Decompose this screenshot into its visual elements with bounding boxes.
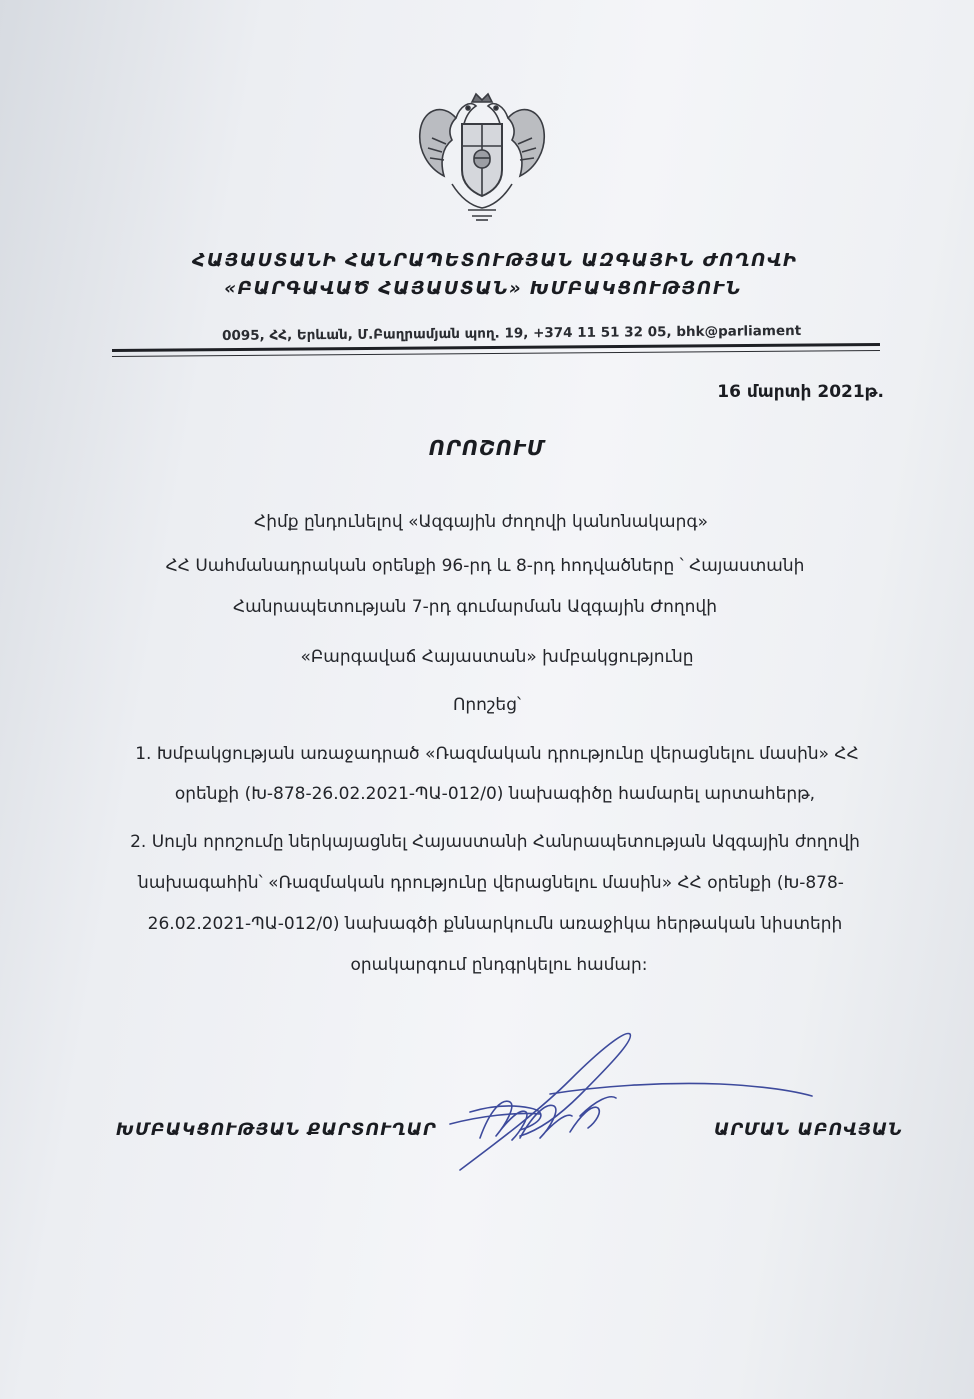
- decision-item-2-line: օրակարգում ընդգրկելու համար:: [350, 955, 648, 975]
- signatory-position: ԽՄԲԱԿՑՈՒԹՅԱՆ ՔԱՐՏՈՒՂԱՐ: [116, 1120, 437, 1140]
- org-name-line-2: «ԲԱՐԳԱՎԱԾ ՀԱՅԱՍՏԱՆ» ԽՄԲԱԿՑՈՒԹՅՈՒՆ: [224, 278, 742, 299]
- decision-item-1-line: 1. Խմբակցության առաջադրած «Ռազմական դրությունը վերացնելու մասին» ՀՀ: [135, 744, 859, 764]
- preamble-line: Հիմք ընդունելով «Ազգային ժողովի կանոնակարգ»: [254, 512, 708, 532]
- preamble-line: Հանրապետության 7-րդ գումարման Ազգային Ժողովի: [233, 597, 717, 617]
- handwritten-signature: [420, 1020, 820, 1180]
- document-date: 16 մարտի 2021թ.: [717, 382, 884, 402]
- decision-item-1-line: օրենքի (Խ-878-26.02.2021-ՊԱ-012/0) նախագիծը համարել արտահերթ,: [174, 784, 816, 804]
- decision-item-2-line: 26.02.2021-ՊԱ-012/0) նախագծի քննարկումն առաջիկա հերթական նիստերի: [147, 914, 843, 934]
- decision-item-2-line: 2. Սույն որոշումը ներկայացնել Հայաստանի Հանրապետության Ազգային ժողովի: [130, 832, 860, 852]
- decision-item-2-line: նախագահին՝ «Ռազմական դրությունը վերացնելու մասին» ՀՀ օրենքի (Խ-878-: [138, 873, 844, 893]
- decision-heading: Որոշեց՝: [452, 695, 522, 715]
- signatory-name: ԱՐՄԱՆ ԱԲՈՎՅԱՆ: [714, 1120, 903, 1140]
- preamble-line: «Բարգավաճ Հայաստան» խմբակցությունը: [300, 647, 694, 667]
- preamble-line: ՀՀ Սահմանադրական օրենքի 96-րդ և 8-րդ հոդվածները ՝ Հայաստանի: [165, 556, 805, 576]
- letterhead-address: 0095, ՀՀ, Երևան, Մ.Բաղրամյան պող. 19, +374 11 51 32 05, bhk@parliament: [222, 322, 802, 344]
- org-name-line-1: ՀԱՅԱՍՏԱՆԻ ՀԱՆՐԱՊԵՏՈՒԹՅԱՆ ԱԶԳԱՅԻՆ ԺՈՂՈՎԻ: [192, 250, 798, 271]
- armenia-coat-of-arms-icon: [412, 88, 552, 228]
- document-title: ՈՐՈՇՈՒՄ: [428, 436, 546, 460]
